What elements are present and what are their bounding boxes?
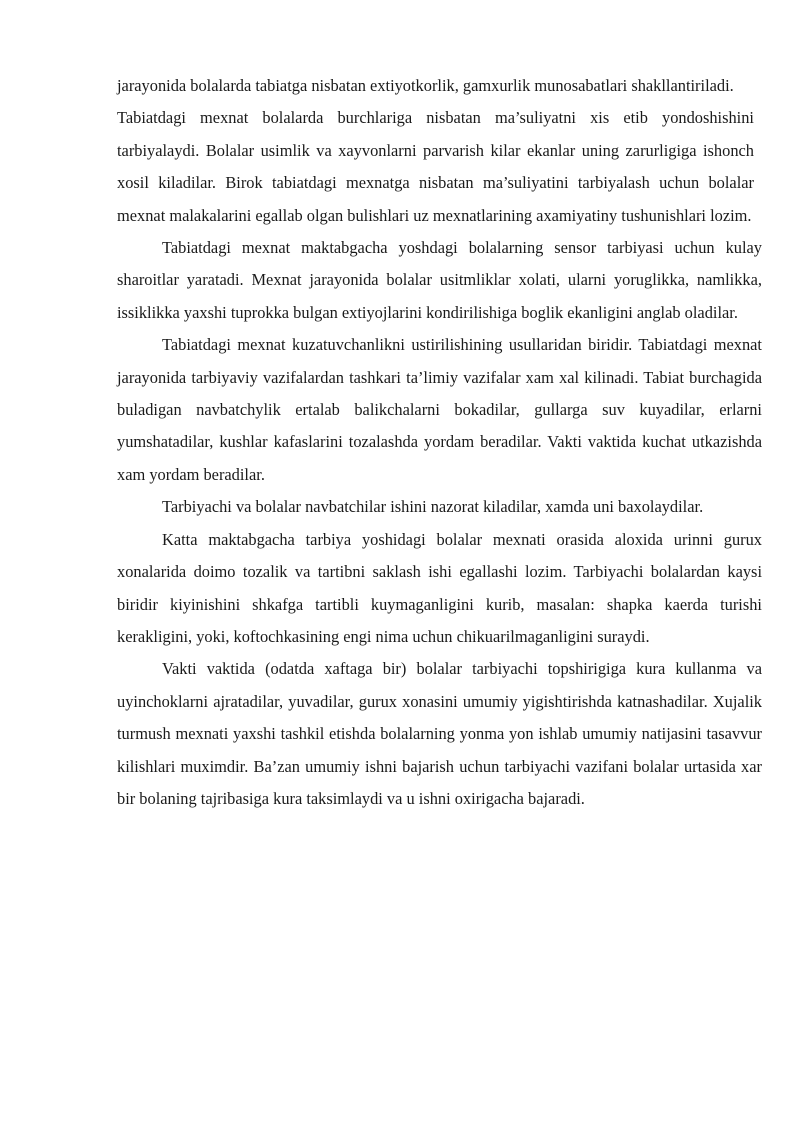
paragraph-7: Vakti vaktida (odatda xaftaga bir) bolalar tarbiyachi topshirigiga kura kullanma va uyinchoklarni ajratadilar, yuvadilar, gurux xonasini umumiy yigishtirishda katnashadilar. Xujalik turmush mexnati yaxshi tashkil etishda bolalarning yonma yon ishlab umumiy natijasini tasavvur kilishlari muximdir. Ba’zan umumiy ishni bajarish uchun tarbiyachi vazifani bolalar urtasida xar bir bolaning tajribasiga kura taksimlaydi va u ishni oxirigacha bajaradi. xyxy=(117,659,762,808)
paragraph-6: Katta maktabgacha tarbiya yoshidagi bolalar mexnati orasida aloxida urinni gurux xonalarida doimo tozalik va tartibni saklash ishi egallashi lozim. Tarbiyachi bolalardan kaysi biridir kiyinishini shkafga tartibli kuymaganligini kurib, masalan: shapka kaerda turishi kerakligini, yoki, koftochkasining engi nima uchun chikuarilmaganligini suraydi. xyxy=(117,529,762,646)
paragraph-2: Tabiatdagi mexnat bolalarda burchlariga nisbatan ma’suliyatni xis etib yondoshishini tarbiyalaydi. Bolalar usimlik va xayvonlarni parvarish kilar ekanlar uning zarurligiga ishonch xosil kiladilar. Birok tabiatdagi mexnatga nisbatan ma’suliyatini tarbiyalash uchun bolalar mexnat malakalarini egallab olgan bulishlari uz mexnatlarining axamiyatiny tushunishlari lozim. xyxy=(117,108,754,225)
paragraph-1: jarayonida bolalarda tabiatga nisbatan extiyotkorlik, gamxurlik munosabatlari shakllantiriladi. xyxy=(117,76,734,95)
paragraph-4: Tabiatdagi mexnat kuzatuvchanlikni ustirilishining usullaridan biridir. Tabiatdagi mexnat jarayonida tarbiyaviy vazifalardan tashkari ta’limiy vazifalar xam xal kilinadi. Tabiat burchagida buladigan navbatchylik ertalab balikchalarni bokadilar, gullarga suv kuyadilar, erlarni yumshatadilar, kushlar kafaslarini tozalashda yordam beradilar. Vakti vaktida kuchat utkazishda xam yordam beradilar. xyxy=(117,335,762,484)
document-page xyxy=(117,70,762,815)
paragraph-5: Tarbiyachi va bolalar navbatchilar ishini nazorat kiladilar, xamda uni baxolaydilar. xyxy=(162,497,704,517)
paragraph-3: Tabiatdagi mexnat maktabgacha yoshdagi bolalarning sensor tarbiyasi uchun kulay sharoitlar yaratadi. Mexnat jarayonida bolalar usitmliklar xolati, ularni yoruglikka, namlikka, issiklikka yaxshi tuprokka bulgan extiyojlarini kondirilishiga boglik ekanligini anglab oladilar. xyxy=(117,238,762,322)
